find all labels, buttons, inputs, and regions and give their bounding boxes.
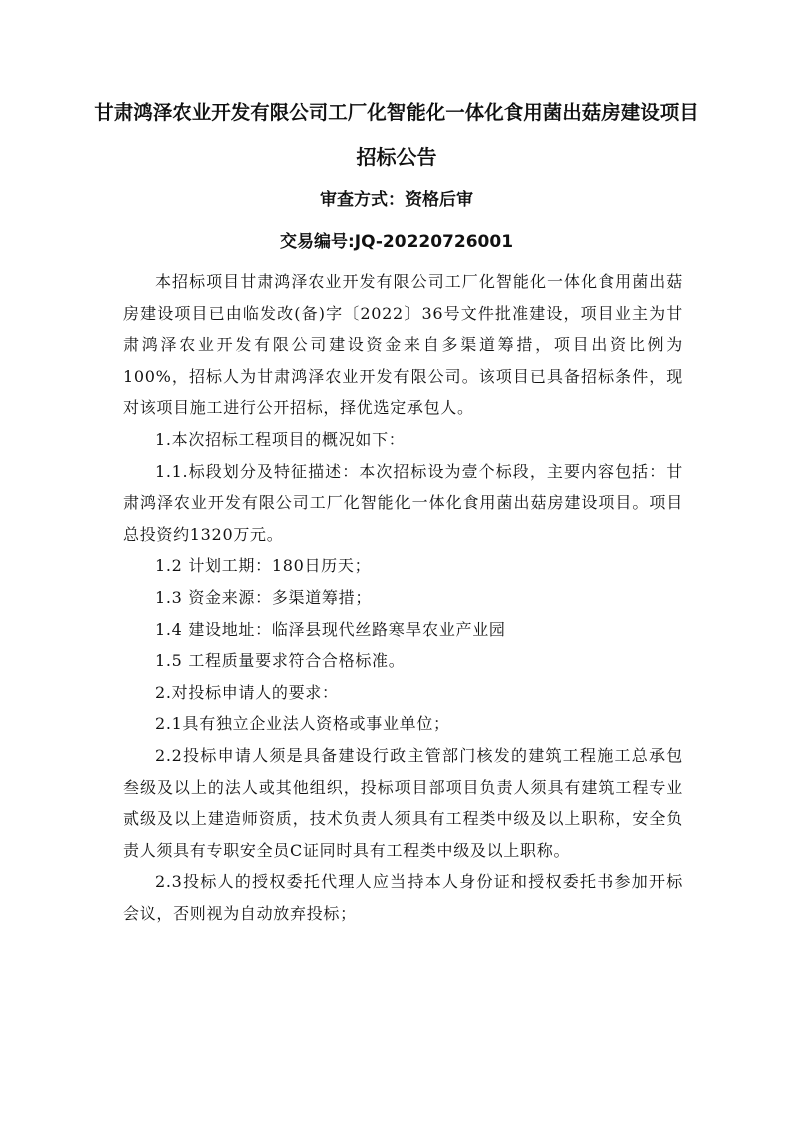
paragraph-section-1: 1.本次招标工程项目的概况如下：: [155, 429, 406, 449]
document-title: 甘肃鸿泽农业开发有限公司工厂化智能化一体化食用菌出菇房建设项目: [94, 101, 699, 124]
document-subtitle: 招标公告: [356, 145, 437, 169]
paragraph-2-3: 2.3投标人的授权委托代理人应当持本人身份证和授权委托书参加开标会议，否则视为自动放弃投标；: [123, 872, 683, 923]
paragraph-2-2: 2.2投标申请人须是具备建设行政主管部门核发的建筑工程施工总承包叁级及以上的法人或其他组织，投标项目部项目负责人须具有建筑工程专业贰级及以上建造师资质，技术负责人须具有工程类中级及以上职称，安全负责人须具有专职安全员C证同时具有工程类中级及以上职称。: [123, 745, 683, 860]
body-text: [123, 266, 683, 929]
paragraph-1-5: 1.5 工程质量要求符合合格标准。: [155, 651, 406, 671]
paragraph-intro: 本招标项目甘肃鸿泽农业开发有限公司工厂化智能化一体化食用菌出菇房建设项目已由临发改(备)字〔2022〕36号文件批准建设，项目业主为甘肃鸿泽农业开发有限公司建设资金来自多渠道筹措，项目出资比例为 100%，招标人为甘肃鸿泽农业开发有限公司。该项目已具备招标条件，现对该项目施工进行公开招标，择优选定承包人。: [123, 272, 683, 418]
paragraph-2-1: 2.1具有独立企业法人资格或事业单位；: [155, 714, 450, 734]
paragraph-1-4: 1.4 建设地址：临泽县现代丝路寒旱农业产业园: [155, 619, 506, 639]
title-block: [0, 98, 793, 172]
review-method: 审查方式：资格后审: [320, 190, 473, 210]
paragraph-1-3: 1.3 资金来源：多渠道筹措；: [155, 587, 373, 607]
paragraph-section-2: 2.对投标申请人的要求：: [155, 682, 339, 702]
paragraph-1-1: 1.1.标段划分及特征描述：本次招标设为壹个标段，主要内容包括：甘肃鸿泽农业开发有限公司工厂化智能化一体化食用菌出菇房建设项目。项目总投资约1320万元。: [123, 461, 683, 544]
paragraph-1-2: 1.2 计划工期：180日历天；: [155, 556, 372, 576]
transaction-code: 交易编号:JQ-20220726001: [279, 232, 514, 252]
